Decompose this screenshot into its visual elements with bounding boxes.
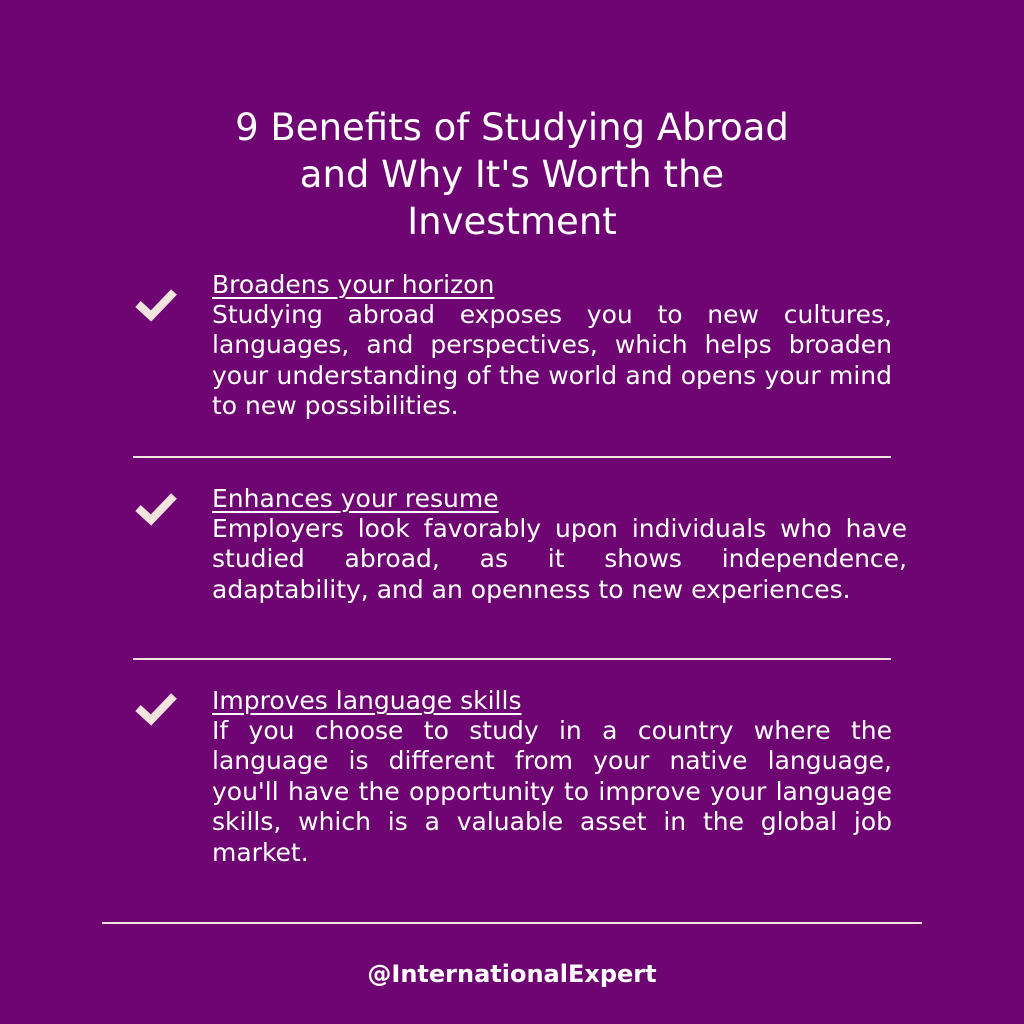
divider: [133, 658, 891, 660]
benefit-text: If you choose to study in a country where the language is different from your native language, you'll have the opportunity to improve your language skills, which is a valuable asset in the global job market.: [212, 716, 892, 867]
title-line-3: Investment: [407, 200, 617, 243]
benefit-body: [212, 686, 892, 868]
benefit-heading: Improves language skills: [212, 686, 522, 715]
checkmark-icon: [133, 284, 179, 324]
benefit-text: Employers look favorably upon individuals who have studied abroad, as it shows independence, adaptability, and an openness to new experiences.: [212, 514, 907, 604]
title-line-1: 9 Benefits of Studying Abroad: [235, 106, 789, 149]
account-handle: @InternationalExpert: [367, 960, 657, 988]
title-line-2: and Why It's Worth the: [299, 153, 725, 196]
checkmark-icon: [133, 488, 179, 528]
page-title: [0, 104, 1024, 245]
benefit-text: Studying abroad exposes you to new cultures, languages, and perspectives, which helps broaden your understanding of the world and opens your mind to new possibilities.: [212, 300, 892, 421]
benefit-heading: Enhances your resume: [212, 484, 499, 513]
benefit-body: [212, 484, 907, 605]
footer-divider: [102, 922, 922, 924]
benefit-body: [212, 270, 892, 422]
benefit-heading: Broadens your horizon: [212, 270, 495, 299]
divider: [133, 456, 891, 458]
checkmark-icon: [133, 688, 179, 728]
